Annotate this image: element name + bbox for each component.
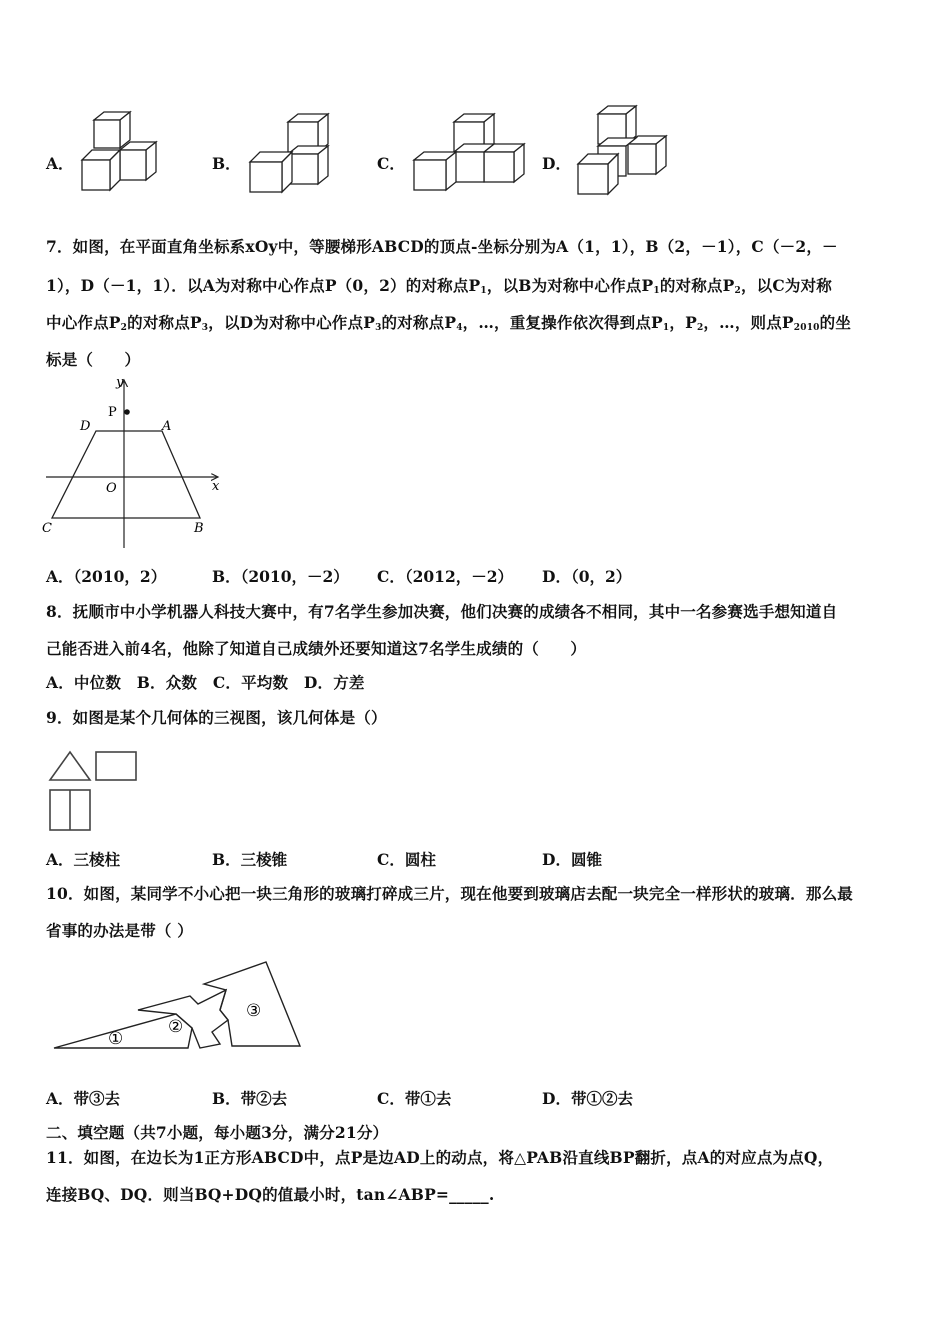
q7-option-a: A．（2010，2） bbox=[46, 567, 167, 586]
q9-option-c: C．圆柱 bbox=[377, 850, 436, 869]
q8-text-line2: 己能否进入前4名，他除了知道自己成绩外还要知道这7名学生成绩的（ ） bbox=[46, 639, 587, 658]
q7-option-c: C．（2012，－2） bbox=[377, 567, 514, 586]
q6-option-a-label: A． bbox=[46, 154, 74, 173]
label-a: A bbox=[162, 419, 172, 434]
side-view-rectangle bbox=[96, 752, 136, 780]
q6-option-a-figure bbox=[80, 112, 170, 196]
label-p: P bbox=[108, 405, 117, 420]
q10-text-line2: 省事的办法是带（ ） bbox=[46, 921, 193, 940]
q10-text-line1: 10．如图，某同学不小心把一块三角形的玻璃打碎成三片，现在他要到玻璃店去配一块完全一样形状的玻璃．那么最 bbox=[46, 884, 853, 903]
q9-option-b: B．三棱锥 bbox=[212, 850, 288, 869]
label-c: C bbox=[42, 521, 52, 536]
q7-option-b: B．（2010，－2） bbox=[212, 567, 349, 586]
q9-text-line1: 9．如图是某个几何体的三视图，该几何体是（） bbox=[46, 708, 387, 727]
q6-option-d-label: D． bbox=[542, 154, 571, 173]
label-piece-3: ③ bbox=[246, 1001, 262, 1021]
q10-option-d: D．带①②去 bbox=[542, 1089, 633, 1108]
q7-text-line1: 7．如图，在平面直角坐标系xOy中，等腰梯形ABCD的顶点-坐标分别为A（1，1），B（2，－1），C（－2，－ bbox=[46, 237, 838, 256]
label-o: O bbox=[106, 481, 117, 496]
q6-option-c-label: C． bbox=[377, 154, 405, 173]
q9-three-views-figure bbox=[46, 744, 146, 836]
label-y: y bbox=[116, 375, 124, 390]
q10-option-b: B．带②去 bbox=[212, 1089, 288, 1108]
label-b: B bbox=[194, 521, 204, 536]
front-view-triangle bbox=[50, 752, 90, 780]
q9-option-d: D．圆锥 bbox=[542, 850, 602, 869]
q10-broken-glass-figure bbox=[52, 958, 304, 1058]
label-d: D bbox=[80, 419, 91, 434]
trapezoid-abcd bbox=[52, 431, 200, 518]
q10-option-c: C．带①去 bbox=[377, 1089, 452, 1108]
label-piece-2: ② bbox=[168, 1017, 184, 1037]
q7-text-line4: 标是（ ） bbox=[46, 350, 141, 369]
q6-option-d-figure bbox=[576, 104, 676, 198]
q11-text-line2: 连接BQ、DQ．则当BQ+DQ的值最小时，tan∠ABP=_____. bbox=[46, 1185, 495, 1204]
q9-option-a: A．三棱柱 bbox=[46, 850, 121, 869]
q7-option-d: D．（0，2） bbox=[542, 567, 632, 586]
q8-text-line1: 8．抚顺市中小学机器人科技大赛中，有7名学生参加决赛，他们决赛的成绩各不相同，其中一名参赛选手想知道自 bbox=[46, 602, 838, 621]
label-piece-1: ① bbox=[108, 1029, 124, 1049]
q7-text-line3: 中心作点$P_2$的对称点$P_3$，以D为对称中心作点$P_3$的对称点$P_4$，…，重复操作依次得到点$P_1$，$P_2$，…，则点$P_{2010}$的坐 bbox=[46, 313, 852, 333]
q6-option-b-figure bbox=[246, 112, 336, 196]
q10-option-a: A．带③去 bbox=[46, 1089, 121, 1108]
label-x: x bbox=[212, 479, 220, 494]
section-2-title: 二、填空题（共7小题，每小题3分，满分21分） bbox=[46, 1123, 389, 1142]
q6-option-c-figure bbox=[410, 112, 530, 196]
q7-trapezoid-figure bbox=[40, 374, 230, 554]
q6-option-b-label: B． bbox=[212, 154, 241, 173]
q11-text-line1: 11．如图，在边长为1正方形ABCD中，点P是边AD上的动点，将△PAB沿直线BP翻折，点A的对应点为点Q， bbox=[46, 1148, 834, 1167]
q7-text-line2: 1），D（－1，1）．以A为对称中心作点P（0，2）的对称点$P_1$，以B为对称中心作点$P_1$的对称点$P_2$，以C为对称 bbox=[46, 276, 832, 296]
q8-options: A．中位数 B．众数 C．平均数 D．方差 bbox=[46, 673, 365, 692]
point-p bbox=[124, 409, 130, 415]
